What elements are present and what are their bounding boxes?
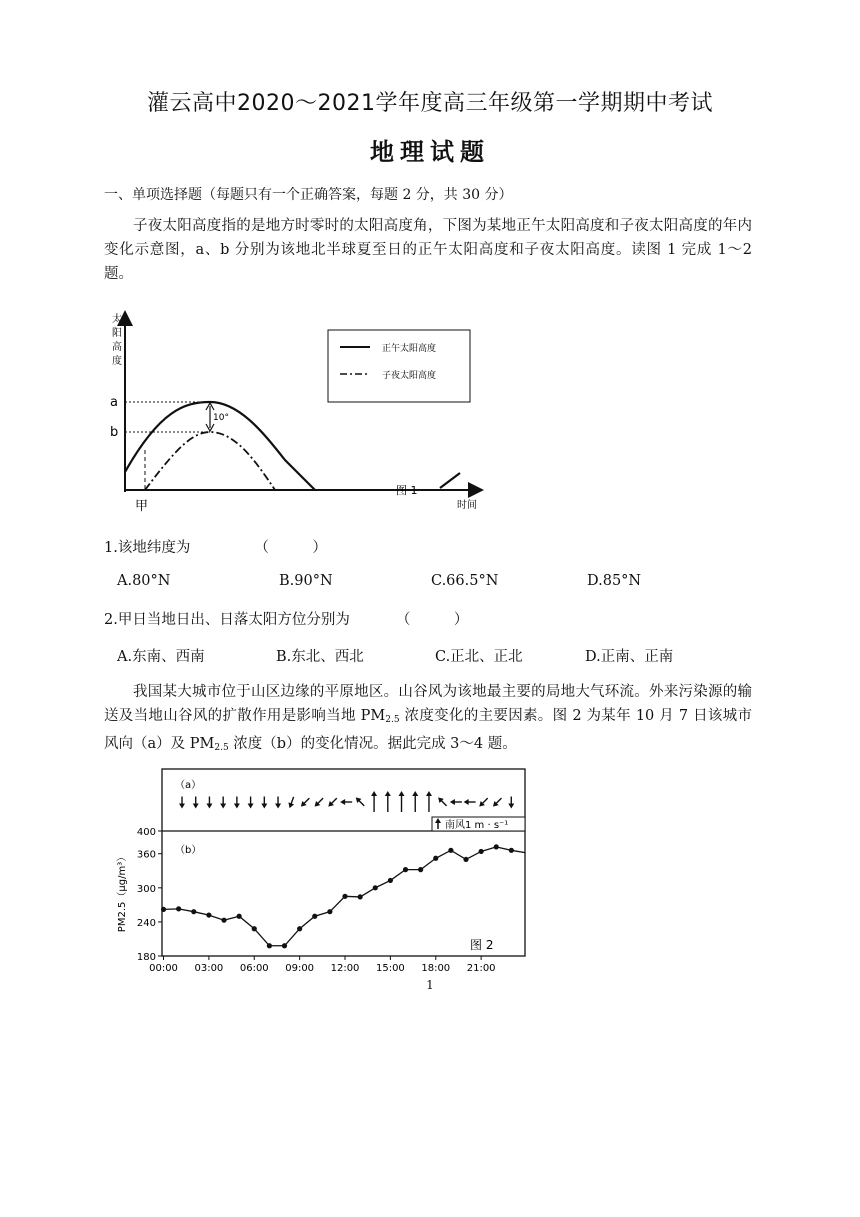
x-tick-label: 15:00 — [375, 963, 405, 974]
pm25-data-point — [448, 848, 453, 853]
noon-altitude-curve-tail — [440, 473, 460, 488]
q2-option-c[interactable]: C.正北、正北 — [435, 649, 523, 665]
subject-title: 地理试题 — [370, 138, 490, 166]
exam-title: 灌云高中2020～2021学年度高三年级第一学期期中考试 — [147, 91, 713, 116]
jia-label: 甲 — [135, 499, 149, 514]
x-tick-label: 21:00 — [466, 963, 496, 974]
wind-arrow — [412, 791, 418, 812]
pm25-data-point — [418, 867, 423, 872]
x-tick-label: 09:00 — [285, 963, 315, 974]
figure2-caption: 图 2 — [470, 938, 494, 952]
section-heading: 一、单项选择题（每题只有一个正确答案，每题 2 分，共 30 分） — [104, 187, 513, 203]
wind-arrow — [261, 797, 267, 809]
pm25-data-point — [479, 849, 484, 854]
wind-arrow — [371, 791, 377, 812]
svg-text:阳: 阳 — [112, 328, 122, 339]
pm25-data-point — [494, 844, 499, 849]
y-tick-label: 300 — [136, 883, 156, 895]
label-a: a — [110, 395, 118, 410]
pm25-data-point — [373, 885, 378, 890]
pm25-data-point — [206, 912, 211, 917]
pm25-data-point — [509, 848, 514, 853]
pm25-data-point — [176, 906, 181, 911]
pm25-data-point — [433, 856, 438, 861]
wind-arrow — [477, 796, 490, 809]
legend-midnight-text: 子夜太阳高度 — [382, 371, 437, 381]
q2-option-d[interactable]: D.正南、正南 — [585, 649, 674, 665]
wind-arrow — [299, 796, 312, 809]
question-1-stem: 1.该地纬度为 — [104, 540, 191, 556]
wind-arrow — [354, 795, 367, 808]
y-tick-label: 240 — [136, 917, 156, 929]
panel-a-label: （a） — [175, 780, 202, 791]
q1-option-b[interactable]: B.90°N — [279, 573, 333, 589]
question-2-bracket: （ ） — [395, 612, 469, 628]
pm25-data-point — [282, 943, 287, 948]
question-1 — [104, 536, 327, 557]
pm25-data-point — [342, 894, 347, 899]
figure-1 — [100, 300, 500, 525]
figure1-legend — [328, 330, 470, 402]
q1-option-c[interactable]: C.66.5°N — [431, 573, 499, 589]
x-tick-label: 12:00 — [330, 963, 360, 974]
wind-arrow — [326, 796, 339, 809]
x-tick-label: 18:00 — [421, 963, 451, 974]
wind-arrow — [248, 797, 254, 809]
question-1-bracket: （ ） — [254, 540, 327, 556]
wind-arrow — [234, 797, 240, 809]
wind-arrow — [491, 796, 504, 809]
q1-option-d[interactable]: D.85°N — [587, 573, 642, 589]
wind-arrow — [312, 796, 325, 809]
wind-arrow — [399, 791, 405, 812]
page-number: 1 — [426, 978, 434, 992]
pm25-data-point — [312, 914, 317, 919]
q1-option-a[interactable]: A.80°N — [117, 573, 171, 589]
pm25-axis-label: PM2.5（μg/m³） — [117, 851, 128, 933]
wind-arrow — [275, 797, 281, 809]
wind-arrow — [385, 791, 391, 812]
question-2 — [104, 608, 468, 629]
difference-label: 10° — [213, 413, 229, 423]
y-tick-label: 360 — [136, 849, 156, 861]
pm25-data-point — [161, 907, 166, 912]
pm25-data-point — [403, 867, 408, 872]
wind-arrow — [179, 797, 185, 809]
pm25-data-point — [388, 878, 393, 883]
wind-arrow — [193, 797, 199, 809]
figure1-caption: 图 1 — [396, 484, 418, 497]
x-ticks — [149, 956, 495, 974]
svg-text:度: 度 — [112, 356, 122, 367]
pm25-data-point — [297, 926, 302, 931]
label-b: b — [110, 425, 119, 440]
figure2-frame — [162, 769, 525, 956]
pm25-data-point — [327, 909, 332, 914]
pm25-data-point — [237, 914, 242, 919]
midnight-altitude-curve — [145, 432, 275, 490]
wind-arrow — [340, 799, 352, 805]
figure-2 — [105, 762, 535, 974]
wind-arrow — [464, 799, 476, 805]
pm25-points — [161, 844, 514, 948]
intro-paragraph-1: 子夜太阳高度指的是地方时零时的太阳高度角，下图为某地正午太阳高度和子夜太阳高度的年内变化示意图，a、b 分别为该地北半球夏至日的正午太阳高度和子夜太阳高度。读图 1 完成 1～2 题。 — [104, 218, 752, 282]
panel-b-label: （b） — [175, 845, 202, 856]
svg-text:高: 高 — [112, 342, 122, 353]
figure1-y-label — [112, 312, 122, 367]
x-tick-label: 06:00 — [239, 963, 269, 974]
wind-legend-text: 南风1 m · s⁻¹ — [445, 820, 509, 831]
q2-option-a[interactable]: A.东南、西南 — [117, 649, 205, 665]
intro-paragraph-2: 我国某大城市位于山区边缘的平原地区。山谷风为该地最主要的局地大气环流。外来污染源的输送及当地山谷风的扩散作用是影响当地 $PM_{2.5}$ 浓度变化的主要因素。图 2 为某年 10 月 7 日该城市风向（a）及 $PM_{2.5}$ 浓度（b）的变化情况。据此完成 3～4 题。 — [104, 684, 752, 753]
wind-arrow — [508, 797, 514, 809]
pm25-data-point — [191, 909, 196, 914]
x-tick-label: 00:00 — [149, 963, 178, 974]
wind-arrow — [436, 795, 449, 808]
svg-text:太: 太 — [112, 314, 122, 325]
pm25-data-point — [267, 943, 272, 948]
y-tick-label: 400 — [136, 827, 156, 838]
y-ticks — [137, 827, 162, 963]
figure1-x-label: 时间 — [457, 500, 477, 511]
wind-arrow — [287, 796, 297, 809]
x-tick-label: 03:00 — [194, 963, 224, 974]
wind-arrow — [426, 791, 432, 812]
y-tick-label: 180 — [136, 952, 156, 963]
pm25-data-point — [463, 857, 468, 862]
q2-option-b[interactable]: B.东北、西北 — [276, 649, 364, 665]
pm25-data-point — [221, 918, 226, 923]
question-2-stem: 2.甲日当地日出、日落太阳方位分别为 — [104, 612, 350, 628]
pm25-data-point — [358, 894, 363, 899]
legend-noon-text: 正午太阳高度 — [382, 344, 437, 354]
wind-arrow — [206, 797, 212, 809]
pm25-data-point — [252, 926, 257, 931]
wind-arrows — [179, 791, 514, 812]
wind-arrow — [450, 799, 462, 805]
wind-arrow — [220, 797, 226, 809]
